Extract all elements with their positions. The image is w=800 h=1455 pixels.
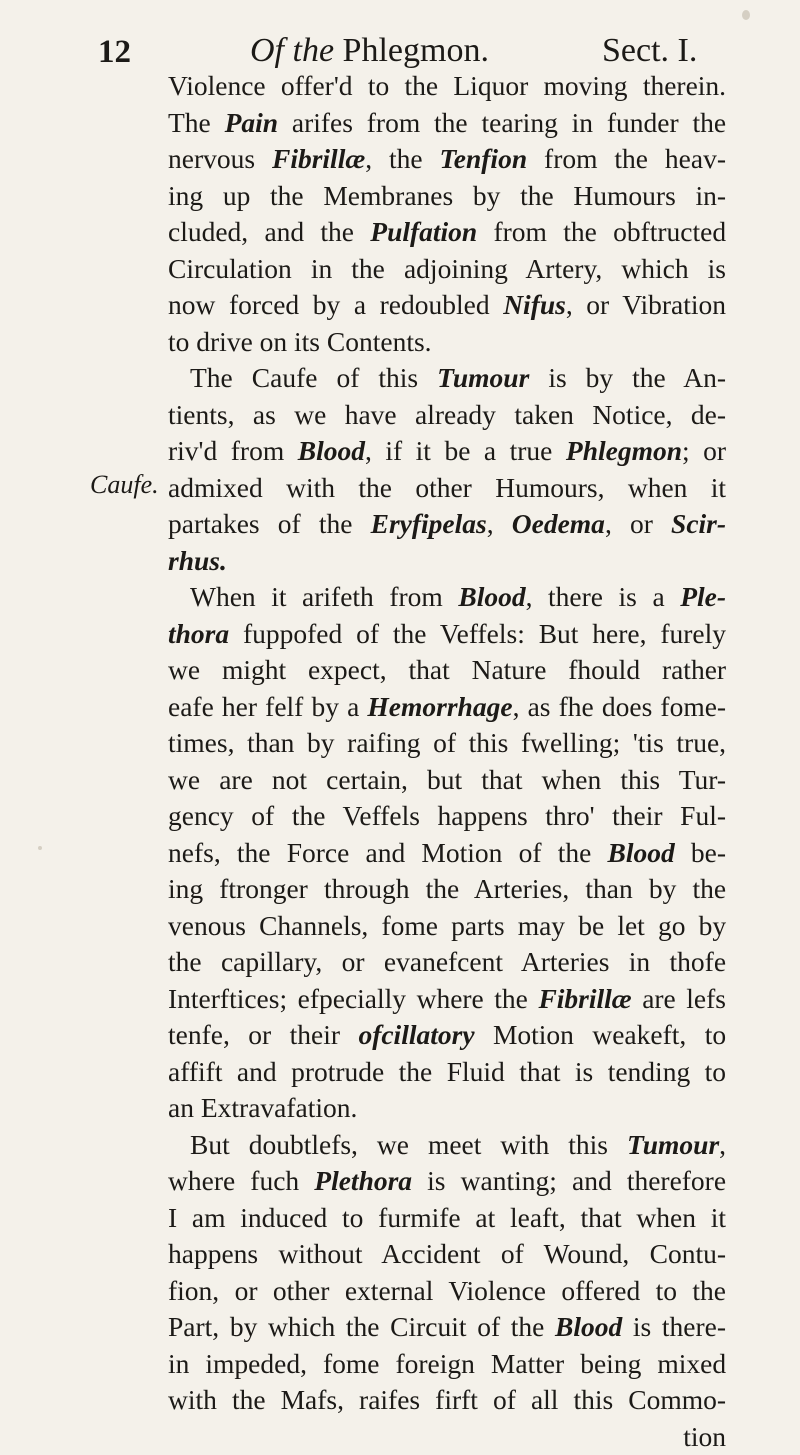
text-line: ing ftronger through the Arteries, than by the — [168, 871, 726, 908]
text-line: But doubtlefs, we meet with this Tumour, — [168, 1127, 726, 1164]
text-line: eafe her felf by a Hemorrhage, as fhe does fome- — [168, 689, 726, 726]
text-line: happens without Accident of Wound, Contu- — [168, 1236, 726, 1273]
running-title-main: Phlegmon. — [343, 32, 489, 69]
text-line: nervous Fibrillæ, the Tenfion from the heav- — [168, 141, 726, 178]
page-header — [0, 22, 800, 72]
text-line: The Caufe of this Tumour is by the An- — [168, 360, 726, 397]
text-line: an Extravafation. — [168, 1090, 726, 1127]
text-line: Part, by which the Circuit of the Blood is there- — [168, 1309, 726, 1346]
text-line: times, than by raifing of this fwelling; 'tis true, — [168, 725, 726, 762]
running-title — [250, 32, 489, 70]
text-line: nefs, the Force and Motion of the Blood be- — [168, 835, 726, 872]
paper-blemish — [742, 10, 750, 20]
text-line: I am induced to furmife at leaft, that when it — [168, 1200, 726, 1237]
text-line: Violence offer'd to the Liquor moving therein. — [168, 68, 726, 105]
running-title-prefix: Of the — [250, 32, 334, 69]
text-line: where fuch Plethora is wanting; and therefore — [168, 1163, 726, 1200]
page-number: 12 — [98, 34, 131, 71]
text-line: with the Mafs, raifes firft of all this Commo- — [168, 1382, 726, 1419]
text-line: the capillary, or evanefcent Arteries in thofe — [168, 944, 726, 981]
text-line: now forced by a redoubled Nifus, or Vibration — [168, 287, 726, 324]
text-line: gency of the Veffels happens thro' their Ful- — [168, 798, 726, 835]
text-line: When it arifeth from Blood, there is a Ple- — [168, 579, 726, 616]
text-line: in impeded, fome foreign Matter being mixed — [168, 1346, 726, 1383]
text-line: admixed with the other Humours, when it — [168, 470, 726, 507]
text-line: cluded, and the Pulfation from the obftructed — [168, 214, 726, 251]
text-line: Circulation in the adjoining Artery, which is — [168, 251, 726, 288]
text-line: we might expect, that Nature fhould rather — [168, 652, 726, 689]
text-line: fion, or other external Violence offered to the — [168, 1273, 726, 1310]
text-line: venous Channels, fome parts may be let go by — [168, 908, 726, 945]
text-line: riv'd from Blood, if it be a true Phlegmon; or — [168, 433, 726, 470]
body-text — [168, 68, 726, 1455]
text-line: tenfe, or their ofcillatory Motion weakeft, to — [168, 1017, 726, 1054]
text-line: we are not certain, but that when this Tur- — [168, 762, 726, 799]
text-line: tients, as we have already taken Notice, de- — [168, 397, 726, 434]
text-line: The Pain arifes from the tearing in funder the — [168, 105, 726, 142]
text-line: rhus. — [168, 543, 726, 580]
section-reference: Sect. I. — [602, 32, 697, 70]
text-line: tion — [168, 1419, 726, 1455]
text-line: to drive on its Contents. — [168, 324, 726, 361]
margin-note: Caufe. — [90, 470, 159, 500]
paper-blemish — [38, 846, 42, 850]
text-line: Interftices; efpecially where the Fibrillæ are lefs — [168, 981, 726, 1018]
text-line: ing up the Membranes by the Humours in- — [168, 178, 726, 215]
text-line: affift and protrude the Fluid that is tending to — [168, 1054, 726, 1091]
text-line: partakes of the Eryfipelas, Oedema, or Scir- — [168, 506, 726, 543]
text-line: thora fuppofed of the Veffels: But here, furely — [168, 616, 726, 653]
